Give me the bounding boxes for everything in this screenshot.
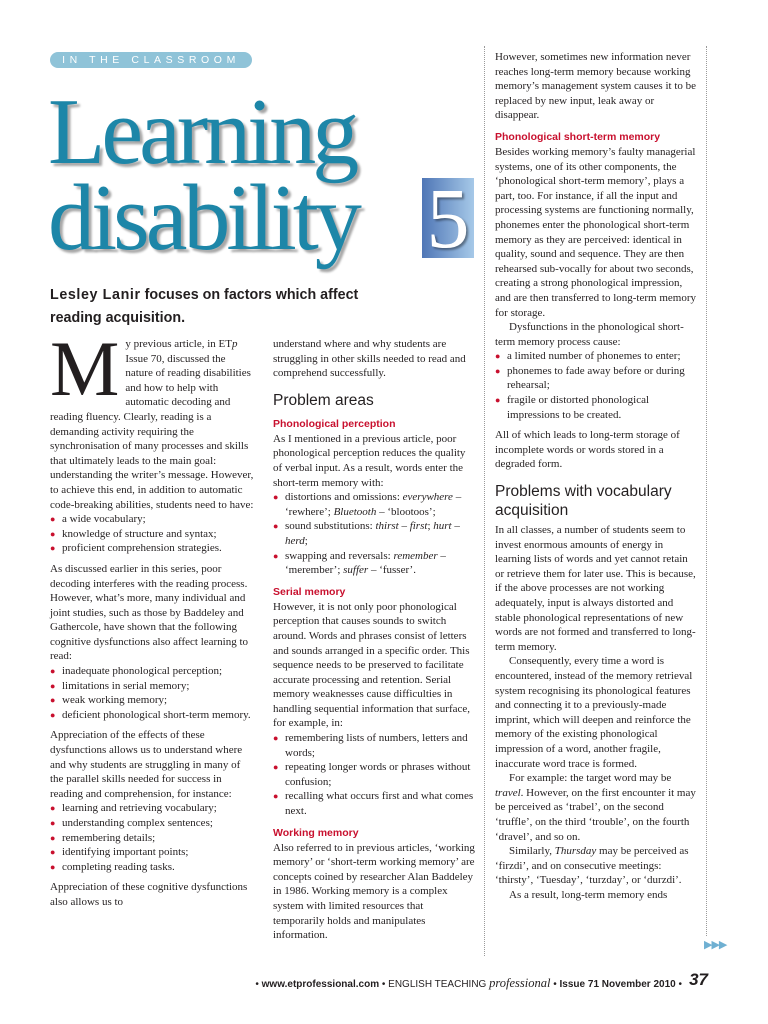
strapline-text: focuses on factors which affect reading acquisition. [50, 287, 359, 326]
skills-list [50, 801, 254, 874]
strapline [50, 284, 370, 330]
body-paragraph: Also referred to in previous articles, ‘working memory’ or ‘short-term working memory’ are concepts coined by researcher Alan Baddeley in 1986. Working memory is a complex system with limited resources that temporarily holds and manipulates information. [273, 841, 475, 942]
list-item: ● a wide vocabulary; [50, 512, 254, 527]
list-item: ● phonemes to fade away before or during rehearsal; [495, 364, 699, 393]
list-item: ● knowledge of structure and syntax; [50, 527, 254, 542]
page-edge-rule [706, 46, 707, 936]
subheading-phonological-stm: Phonological short-term memory [495, 130, 661, 143]
list-item: ● fragile or distorted phonological impressions to be created. [495, 393, 699, 422]
body-paragraph: understand where and why students are struggling in other skills needed to read and comprehend successfully. [273, 338, 466, 380]
body-paragraph: However, it is not only poor phonological perception that causes sounds to switch around. Words and phrases consist of letters and sounds arranged in a specific order. This sequence needs to be preserved to facilitate accurate processing and retention. Serial memory weaknesses cause difficulties in handling sequential information that surface, for example, in: [273, 600, 471, 730]
column-divider [484, 46, 485, 956]
page-footer: • www.etprofessional.com • ENGLISH TEACHING professional • Issue 71 November 2010 • [255, 976, 682, 990]
subheading-serial-memory: Serial memory [273, 585, 346, 598]
publication-name: professional [489, 976, 551, 990]
list-item: ● proficient comprehension strategies. [50, 541, 254, 556]
body-paragraph: Appreciation of these cognitive dysfunctions also allows us to [50, 881, 248, 908]
body-paragraph: However, sometimes new information never reaches long-term memory because working memory’s management system causes it to be replaced by new input, leak away or disappear. [495, 51, 697, 122]
list-item: ● identifying important points; [50, 845, 254, 860]
issue-number: 5 [426, 170, 470, 266]
list-item: ● a limited number of phonemes to enter; [495, 349, 699, 364]
pstm-list [495, 349, 699, 422]
drop-cap: M [50, 325, 120, 412]
list-item: ● deficient phonological short-term memory. [50, 708, 254, 723]
body-paragraph: As I mentioned in a previous article, poor phonological perception reduces the quality of verbal input. As a result, words enter the short-term memory with: [273, 432, 466, 489]
body-paragraph: Appreciation of the effects of these dysfunctions allows us to understand where and why students are struggling in many of the parallel skills needed for success in reading and comprehension, for instance: [50, 729, 243, 800]
list-item: ● weak working memory; [50, 693, 254, 708]
body-paragraph: Consequently, every time a word is encountered, instead of the memory retrieval system recognising its phonological features and connecting it to a previously-made imprint, which will deepen and reinforce the memory of the existing phonological impression of a word, another fragile, inaccurate word trace is formed. [495, 655, 693, 770]
body-paragraph: Similarly, Thursday may be perceived as ‘firzdi’, and on consecutive meetings: ‘thirsty’, ‘Tuesday’, ‘turzday’, or ‘durzdi’. [495, 845, 689, 887]
list-item: ● distortions and omissions: everywhere – ‘rewhere’; Bluetooth – ‘blootoos’; [273, 490, 477, 519]
list-item: ● limitations in serial memory; [50, 679, 254, 694]
subheading-phonological-perception: Phonological perception [273, 417, 396, 430]
body-paragraph: Dysfunctions in the phonological short-term memory process cause: [495, 321, 684, 348]
body-paragraph: As a result, long-term memory ends [509, 888, 668, 901]
footer-url: www.etprofessional.com [261, 979, 380, 990]
column-1 [50, 325, 254, 910]
column-2 [273, 337, 477, 943]
issue-number-box [422, 170, 474, 266]
author-name: Lesley Lanir [50, 287, 141, 303]
subheading-working-memory: Working memory [273, 826, 359, 839]
list-item: ● sound substitutions: thirst – first; hurt – herd; [273, 519, 477, 548]
heading-problem-areas: Problem areas [273, 391, 374, 409]
perception-list [273, 490, 477, 578]
list-item: ● completing reading tasks. [50, 860, 254, 875]
issue-info: Issue 71 November 2010 [559, 979, 676, 990]
body-paragraph: Besides working memory’s faulty managerial systems, one of its other components, the ‘phonological short-term memory’, plays a part, too. For instance, if all the input and processing systems are functioning normally, phonemes enter the phonological short-term memory as they are perceived: identical in quality, sound and sequence. They are then rehearsed sub-vocally for about two seconds, creating a strong phonological impression, and are then transferred to long-term memory for storage. [495, 145, 696, 319]
serial-list [273, 731, 477, 819]
list-item: ● recalling what occurs first and what comes next. [273, 789, 477, 818]
list-item: ● learning and retrieving vocabulary; [50, 801, 254, 816]
dysfunctions-list [50, 664, 254, 722]
section-kicker: IN THE CLASSROOM [50, 52, 252, 68]
list-item: ● remembering details; [50, 831, 254, 846]
list-item: ● inadequate phonological perception; [50, 664, 254, 679]
body-paragraph: As discussed earlier in this series, poor decoding interferes with the reading process. However, what’s more, many individual and joint studies, such as those by Baddeley and Gathercole, have shown that the following cognitive dysfunctions also affect learning to read: [50, 562, 249, 663]
title-line-1: Learning [48, 80, 356, 184]
list-item: ● remembering lists of numbers, letters and words; [273, 731, 477, 760]
body-paragraph: All of which leads to long-term storage of incomplete words or words stored in a degraded form. [495, 429, 680, 471]
body-paragraph: For example: the target word may be travel. However, on the first encounter it may be perceived as ‘trabel’, on the second ‘truffle’, on the third ‘trouble’, on the fourth ‘dravel’, and so on. [495, 772, 696, 843]
needs-list [50, 512, 254, 556]
body-paragraph: In all classes, a number of students seem to invest enormous amounts of energy in learning lists of words and yet cannot retain or retrieve them for later use. This is because, if the above processes are not working adequately, input is always distorted and stable phonological representations of new words are not formed and transferred to long-term memory. [495, 524, 696, 653]
list-item: ● understanding complex sentences; [50, 816, 254, 831]
heading-vocabulary: Problems with vocabulary acquisition [495, 483, 672, 520]
page-number: 37 [689, 970, 708, 989]
title-line-2: disability [48, 166, 358, 270]
continue-arrows-icon: ▶▶▶ [704, 939, 727, 951]
intro-paragraph: My previous article, in ETp Issue 70, discussed the nature of reading disabilities and how to help with automatic decoding and reading fluency. Clearly, reading is a demanding activity requiring the synchronisation of many processes and skills that ultimately leads to the main goal: understanding the writer’s message. However, to achieve this end, in addition to automatic code-breaking abilities, students need to have: [50, 325, 254, 511]
list-item: ● swapping and reversals: remember – ‘merember’; suffer – ‘fusser’. [273, 549, 477, 578]
column-3 [495, 50, 699, 902]
list-item: ● repeating longer words or phrases without confusion; [273, 760, 477, 789]
